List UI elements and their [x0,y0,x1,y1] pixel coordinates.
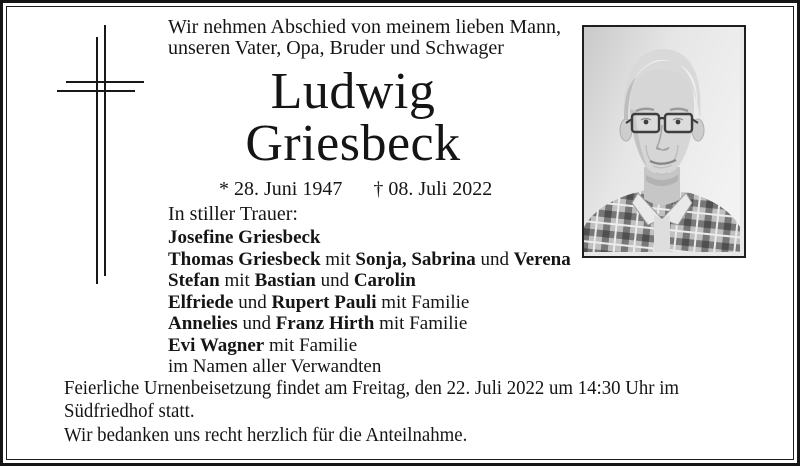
portrait-photo-illustration [584,27,740,252]
funeral-line-1: Feierliche Urnenbeisetzung findet am Freitag, den 22. Juli 2022 um 14:30 Uhr im [64,377,680,399]
mourner-line [168,270,571,292]
intro-line-1: Wir nehmen Abschied von meinem lieben Mann, [168,16,561,38]
last-name: Griesbeck [245,115,461,172]
mourner-name-segment: Verena [513,248,571,270]
mourning-heading: In stiller Trauer: [168,203,298,225]
death-date: † 08. Juli 2022 [373,178,493,200]
cross-vertical-line [104,25,106,276]
funeral-line-2: Südfriedhof statt. [64,399,195,422]
mourner-name-segment: mit [219,270,255,291]
cross-horizontal-line [66,81,144,83]
mourner-name-segment: Rupert Pauli [271,291,377,313]
mourner-name-segment: Sonja, Sabrina [355,248,476,270]
mourner-name-segment: Carolin [353,270,416,291]
mourner-name-segment: Bastian [254,270,316,291]
life-dates [219,177,492,201]
mourner-name-segment: mit Familie [376,291,470,313]
mourner-name-segment: und [233,291,272,313]
mourner-name-segment: Josefine Griesbeck [168,227,321,248]
mourner-line [168,292,571,314]
mourners-list [168,227,571,378]
thanks-text: Wir bedanken uns recht herzlich für die Anteilnahme. [64,424,468,446]
mourner-name-segment: Thomas Griesbeck [168,248,321,270]
mourner-name-segment: mit Familie [264,334,358,356]
funeral-info [64,377,679,422]
birth-date: * 28. Juni 1947 [219,178,343,200]
mourner-line [168,356,571,378]
mourner-name-segment: Evi Wagner [168,334,265,356]
mourner-name-segment: Franz Hirth [275,313,375,334]
mourner-name-segment: im Namen aller Verwandten [168,356,382,377]
mourner-name-segment: mit Familie [374,313,468,334]
intro-text [168,17,561,59]
mourner-line [168,227,571,249]
mourner-line [168,335,571,357]
mourner-line [168,249,571,271]
mourner-line [168,313,571,335]
intro-line-2: unseren Vater, Opa, Bruder und Schwager [168,37,504,59]
deceased-name [168,63,538,172]
cross-vertical-line [96,37,98,284]
mourner-name-segment: Annelies [168,313,238,334]
mourner-name-segment: und [475,248,514,270]
mourner-name-segment: mit [320,248,356,270]
mourner-name-segment: und [315,270,354,291]
mourner-name-segment: Elfriede [168,291,234,313]
cross-horizontal-line [57,90,135,92]
mourner-name-segment: und [237,313,276,334]
first-name: Ludwig [270,63,436,120]
mourner-name-segment: Stefan [168,270,220,291]
portrait-photo [582,25,746,258]
